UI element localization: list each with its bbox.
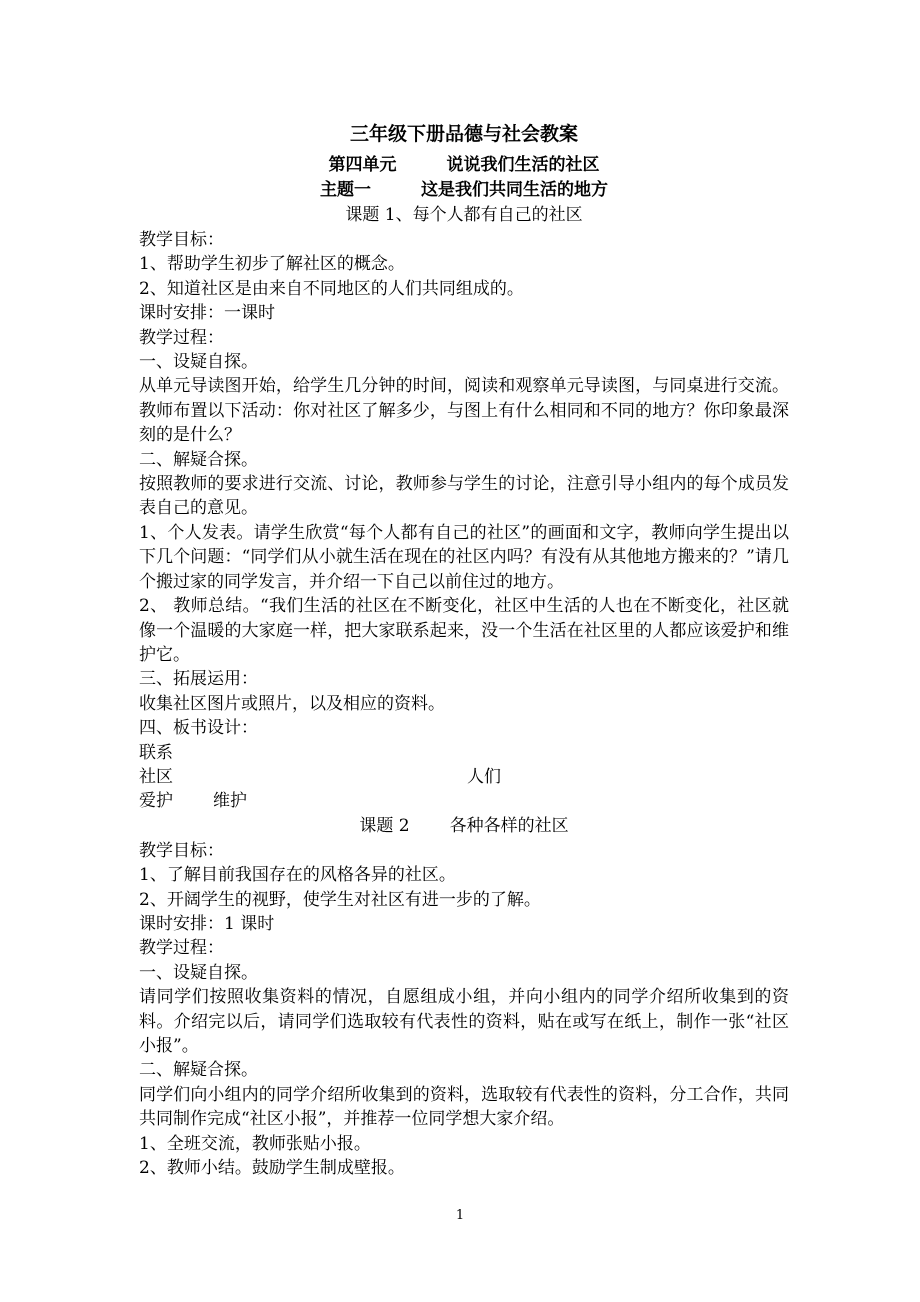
lesson2-goal-1: 1、了解目前我国存在的风格各异的社区。 [139, 865, 456, 886]
lesson1-goals-label: 教学目标： [139, 230, 224, 250]
board-bottom-2: 维护 [213, 791, 247, 812]
unit-title: 说说我们生活的社区 [446, 155, 600, 175]
unit-heading [139, 153, 789, 178]
lesson1-step3-label: 三、拓展运用： [139, 669, 258, 690]
theme-title: 这是我们共同生活的地方 [421, 180, 608, 200]
lesson1-heading: 课题 1、每个人都有自己的社区 [345, 205, 583, 225]
board-middle-row [139, 765, 789, 789]
document-title: 三年级下册品德与社会教案 [349, 123, 578, 145]
board-left: 社区 [139, 766, 173, 787]
lesson1-goal-2: 2、知道社区是由来自不同地区的人们共同组成的。 [139, 278, 524, 299]
lesson2-process-label: 教学过程： [139, 938, 224, 959]
unit-label: 第四单元 [328, 155, 397, 175]
board-right: 人们 [467, 766, 501, 787]
document-body [139, 119, 789, 1180]
lesson2-goal-2: 2、开阔学生的视野，使学生对社区有进一步的了解。 [139, 889, 541, 910]
lesson1-step4-label: 四、板书设计： [139, 718, 258, 739]
lesson2-heading-num: 课题 2 [359, 815, 410, 836]
lesson2-heading-title: 各种各样的社区 [449, 815, 569, 836]
board-bottom-row [139, 789, 789, 813]
lesson2-step1-label: 一、设疑自探。 [139, 962, 258, 983]
board-top: 联系 [139, 742, 173, 763]
lesson1-schedule: 课时安排：一课时 [139, 303, 275, 324]
lesson1-step1-text: 从单元导读图开始，给学生几分钟的时间，阅读和观察单元导读图，与同桌进行交流。教师布置以下活动：你对社区了解多少，与图上有什么相同和不同的地方？你印象最深刻的是什么？ [139, 376, 789, 446]
lesson2-step2-sub2: 2、教师小结。鼓励学生制成壁报。 [139, 1158, 405, 1178]
lesson1-step2-sub1: 1、个人发表。请学生欣赏“每个人都有自己的社区”的画面和文字，教师向学生提出以下几个问题：“同学们从小就生活在现在的社区内吗？有没有从其他地方搬来的？”请几个搬过家的同学发言，并介绍一下自己以前住过的地方。 [139, 522, 789, 592]
lesson2-goals-label: 教学目标： [139, 840, 224, 861]
board-bottom-1: 爱护 [139, 791, 173, 812]
lesson1-step2-text: 按照教师的要求进行交流、讨论，教师参与学生的讨论，注意引导小组内的每个成员发表自己的意见。 [139, 474, 789, 519]
lesson2-heading [139, 814, 789, 839]
lesson1-step3-text: 收集社区图片或照片，以及相应的资料。 [139, 693, 445, 714]
lesson1-process-label: 教学过程： [139, 327, 224, 348]
lesson2-step2-text: 同学们向小组内的同学介绍所收集到的资料，选取较有代表性的资料，分工合作，共同共同制作完成“社区小报”，并推荐一位同学想大家介绍。 [139, 1084, 789, 1130]
lesson1-goal-1: 1、帮助学生初步了解社区的概念。 [139, 254, 405, 275]
lesson1-step1-label: 一、设疑自探。 [139, 352, 258, 373]
theme-label: 主题一 [320, 180, 371, 200]
lesson2-step2-sub1: 1、全班交流，教师张贴小报。 [139, 1133, 371, 1154]
lesson2-step2-label: 二、解疑合探。 [139, 1060, 258, 1081]
theme-heading [139, 178, 789, 203]
lesson2-step1-text: 请同学们按照收集资料的情况，自愿组成小组，并向小组内的同学介绍所收集到的资料。介绍完以后，请同学们选取较有代表性的资料，贴在或写在纸上，制作一张“社区小报”。 [139, 987, 789, 1056]
lesson2-schedule: 课时安排：1 课时 [139, 913, 275, 934]
lesson1-step2-label: 二、解疑合探。 [139, 449, 258, 470]
lesson1-step2-sub2: 2、 教师总结。“我们生活的社区在不断变化，社区中生活的人也在不断变化，社区就像一个温暖的大家庭一样，把大家联系起来，没一个生活在社区里的人都应该爱护和维护它。 [139, 596, 789, 665]
page-number: 1 [455, 1208, 465, 1223]
